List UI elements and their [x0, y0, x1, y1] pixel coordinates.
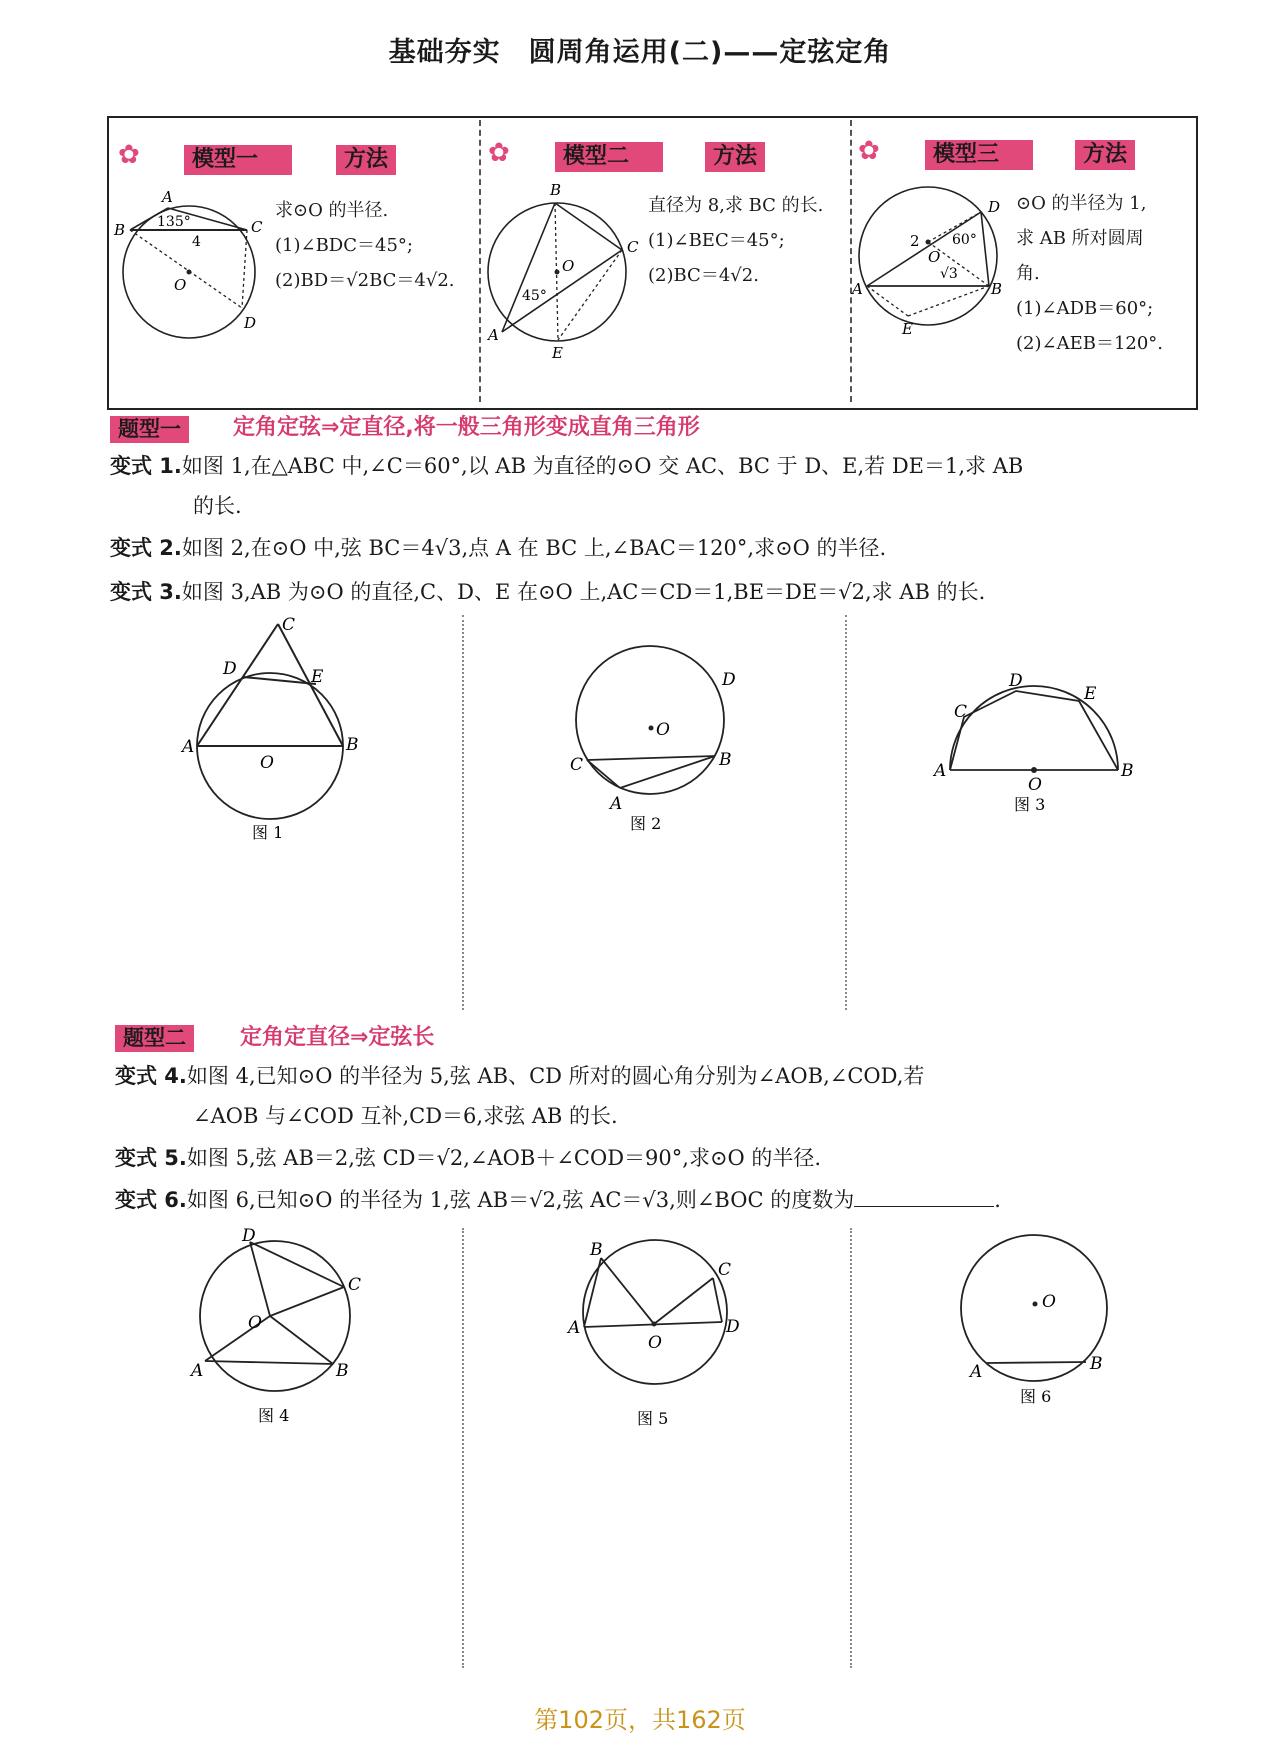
center-dot	[1033, 1302, 1038, 1307]
label-d: D	[244, 314, 257, 332]
chord-ab	[205, 1361, 333, 1364]
column-separator	[462, 615, 464, 1010]
type-2-tag: 题型二	[115, 1025, 194, 1052]
circle-o	[200, 1241, 350, 1391]
label-o: O	[260, 753, 274, 773]
label-b: B	[336, 1361, 349, 1381]
type-2-desc: 定角定直径⇒定弦长	[240, 1025, 435, 1050]
label-e: E	[552, 344, 563, 362]
length-label: 2	[910, 232, 920, 250]
center-dot	[652, 1322, 657, 1327]
label-b: B	[1090, 1354, 1103, 1374]
question-label: 变式 5.	[115, 1146, 187, 1170]
center-dot	[187, 270, 192, 275]
label-a: A	[162, 188, 173, 206]
label-a: A	[191, 1361, 204, 1381]
condition-line: (1)∠BDC＝45°;	[275, 235, 413, 256]
question-6	[115, 1180, 1200, 1220]
figure-2	[560, 645, 760, 845]
question-4	[115, 1056, 1200, 1096]
model-1-tag: 模型一	[184, 145, 292, 175]
label-b: B	[991, 280, 1003, 298]
model-divider	[479, 120, 481, 402]
flower-icon: ✿	[858, 136, 880, 166]
label-d: D	[242, 1226, 256, 1246]
flower-icon: ✿	[488, 138, 510, 168]
answer-blank[interactable]	[854, 1186, 994, 1207]
angle-label: 135°	[157, 214, 191, 230]
question-5	[115, 1138, 1200, 1178]
figure-caption: 图 3	[1014, 795, 1046, 814]
label-c: C	[718, 1260, 732, 1280]
question-text: 如图 4,已知⊙O 的半径为 5,弦 AB、CD 所对的圆心角分别为∠AOB,∠COD,若	[186, 1064, 925, 1088]
label-b: B	[719, 750, 732, 770]
line-eb	[908, 286, 989, 316]
label-b: B	[590, 1240, 603, 1260]
radius-ob	[601, 1258, 654, 1324]
question-text: 如图 2,在⊙O 中,弦 BC＝4√3,点 A 在 BC 上,∠BAC＝120°,求⊙O 的半径.	[181, 536, 887, 560]
label-e: E	[311, 667, 324, 687]
condition-line: (2)∠AEB＝120°.	[1016, 333, 1164, 354]
question-1	[110, 446, 1200, 486]
label-a: A	[970, 1362, 983, 1382]
radius-oc	[654, 1278, 713, 1324]
chord-de	[243, 677, 316, 684]
radius-od	[250, 1242, 270, 1316]
condition-line: (1)∠BEC＝45°;	[648, 230, 785, 251]
condition-line: (1)∠ADB＝60°;	[1016, 298, 1154, 319]
label-d: D	[223, 659, 237, 679]
question-2	[110, 528, 1200, 568]
model-1-method: 方法	[336, 145, 396, 175]
model-3-figure	[848, 182, 1008, 342]
question-label: 变式 4.	[115, 1064, 187, 1088]
condition-line: (2)BD＝√2BC＝4√2.	[275, 270, 455, 291]
condition-line: (2)BC＝4√2.	[648, 265, 759, 286]
line-bd	[130, 230, 242, 308]
question-1-cont: 的长.	[193, 494, 242, 518]
figure-5	[560, 1235, 760, 1435]
label-o: O	[1028, 775, 1042, 795]
label-d: D	[722, 670, 736, 690]
page-title: 基础夯实 圆周角运用(二)——定弦定角	[388, 37, 892, 68]
label-d: D	[988, 198, 1001, 216]
condition-line: ⊙O 的半径为 1,	[1016, 193, 1147, 214]
page-footer: 第102页，共162页	[534, 1706, 746, 1734]
model-3-method: 方法	[1075, 140, 1135, 170]
figure-caption: 图 2	[630, 814, 662, 833]
label-c: C	[348, 1275, 362, 1295]
question-label: 变式 2.	[110, 536, 182, 560]
figure-caption: 图 4	[258, 1406, 290, 1425]
label-o: O	[562, 257, 575, 275]
model-3-conditions	[1016, 186, 1191, 361]
length-label: 4	[192, 234, 201, 250]
figure-caption: 图 5	[637, 1409, 669, 1428]
label-o: O	[1042, 1292, 1056, 1312]
figure-4	[185, 1228, 385, 1428]
radius-oc	[270, 1287, 344, 1316]
label-e: E	[1084, 684, 1097, 704]
column-separator	[462, 1228, 464, 1668]
type-1-desc: 定角定弦⇒定直径,将一般三角形变成直角三角形	[233, 415, 700, 440]
column-separator	[850, 1228, 852, 1668]
figure-caption: 图 6	[1020, 1387, 1052, 1406]
line-cd	[242, 230, 247, 308]
line-ca	[587, 760, 620, 788]
angle-label: 45°	[522, 288, 547, 304]
condition-line: 角.	[1016, 263, 1040, 284]
figure-6	[950, 1238, 1150, 1428]
label-c: C	[627, 238, 639, 256]
figure-1	[180, 612, 380, 852]
center-dot	[649, 726, 654, 731]
label-o: O	[656, 720, 670, 740]
question-text: 如图 5,弦 AB＝2,弦 CD＝√2,∠AOB＋∠COD＝90°,求⊙O 的半径.	[186, 1146, 822, 1170]
label-c: C	[954, 702, 968, 722]
angle-label: 60°	[952, 232, 977, 248]
condition-line: 求 AB 所对圆周	[1016, 228, 1144, 249]
column-separator	[845, 615, 847, 1010]
chord-ab	[986, 1362, 1086, 1363]
model-1-conditions	[275, 193, 455, 298]
center-dot	[926, 240, 931, 245]
label-a: A	[934, 761, 947, 781]
condition-line: 求⊙O 的半径.	[275, 200, 389, 221]
label-o: O	[928, 248, 941, 266]
question-label: 变式 6.	[115, 1188, 187, 1212]
radius-ob	[270, 1316, 333, 1364]
label-a: A	[610, 794, 623, 814]
model-3-tag: 模型三	[925, 140, 1033, 170]
length-label: √3	[940, 266, 958, 282]
center-dot	[1031, 767, 1037, 773]
model-2-tag: 模型二	[555, 142, 663, 172]
label-a: A	[488, 326, 499, 344]
question-text: 如图 3,AB 为⊙O 的直径,C、D、E 在⊙O 上,AC＝CD＝1,BE＝DE＝√2,求 AB 的长.	[181, 580, 986, 604]
label-d: D	[726, 1317, 740, 1337]
figure-caption: 图 1	[252, 823, 284, 842]
label-d: D	[1009, 671, 1023, 691]
label-b: B	[114, 221, 126, 239]
line-ad	[867, 212, 981, 286]
label-c: C	[251, 218, 263, 236]
model-2-method: 方法	[705, 142, 765, 172]
question-4-cont: ∠AOB 与∠COD 互补,CD＝6,求弦 AB 的长.	[193, 1104, 618, 1128]
circle-o	[961, 1235, 1107, 1381]
label-c: C	[570, 755, 584, 775]
question-label: 变式 1.	[110, 454, 182, 478]
label-e: E	[902, 320, 913, 338]
label-a: A	[182, 737, 195, 757]
model-2-figure	[482, 180, 642, 360]
question-3	[110, 572, 1200, 612]
label-b: B	[550, 181, 562, 199]
label-o: O	[174, 276, 187, 294]
label-a: A	[568, 1318, 581, 1338]
figure-3	[930, 665, 1134, 820]
label-o: O	[648, 1333, 662, 1353]
question-text: 如图 6,已知⊙O 的半径为 1,弦 AB＝√2,弦 AC＝√3,则∠BOC 的度数为	[186, 1188, 855, 1212]
flower-icon: ✿	[118, 140, 140, 170]
question-text: .	[994, 1188, 1001, 1212]
side-ac	[197, 624, 278, 746]
label-b: B	[1121, 761, 1134, 781]
chord-bc	[587, 756, 715, 760]
question-text: 如图 1,在△ABC 中,∠C＝60°,以 AB 为直径的⊙O 交 AC、BC 于 D、E,若 DE＝1,求 AB	[181, 454, 1024, 478]
type-1-tag: 题型一	[110, 416, 189, 443]
line-ab	[620, 756, 715, 788]
label-b: B	[346, 735, 359, 755]
center-dot	[555, 270, 560, 275]
circle-o	[576, 646, 724, 794]
model-1-figure	[110, 180, 270, 340]
model-2-conditions	[648, 188, 823, 293]
label-a: A	[852, 280, 863, 298]
label-c: C	[282, 615, 296, 635]
label-o: O	[248, 1313, 262, 1333]
question-label: 变式 3.	[110, 580, 182, 604]
condition-line: 直径为 8,求 BC 的长.	[648, 195, 824, 216]
